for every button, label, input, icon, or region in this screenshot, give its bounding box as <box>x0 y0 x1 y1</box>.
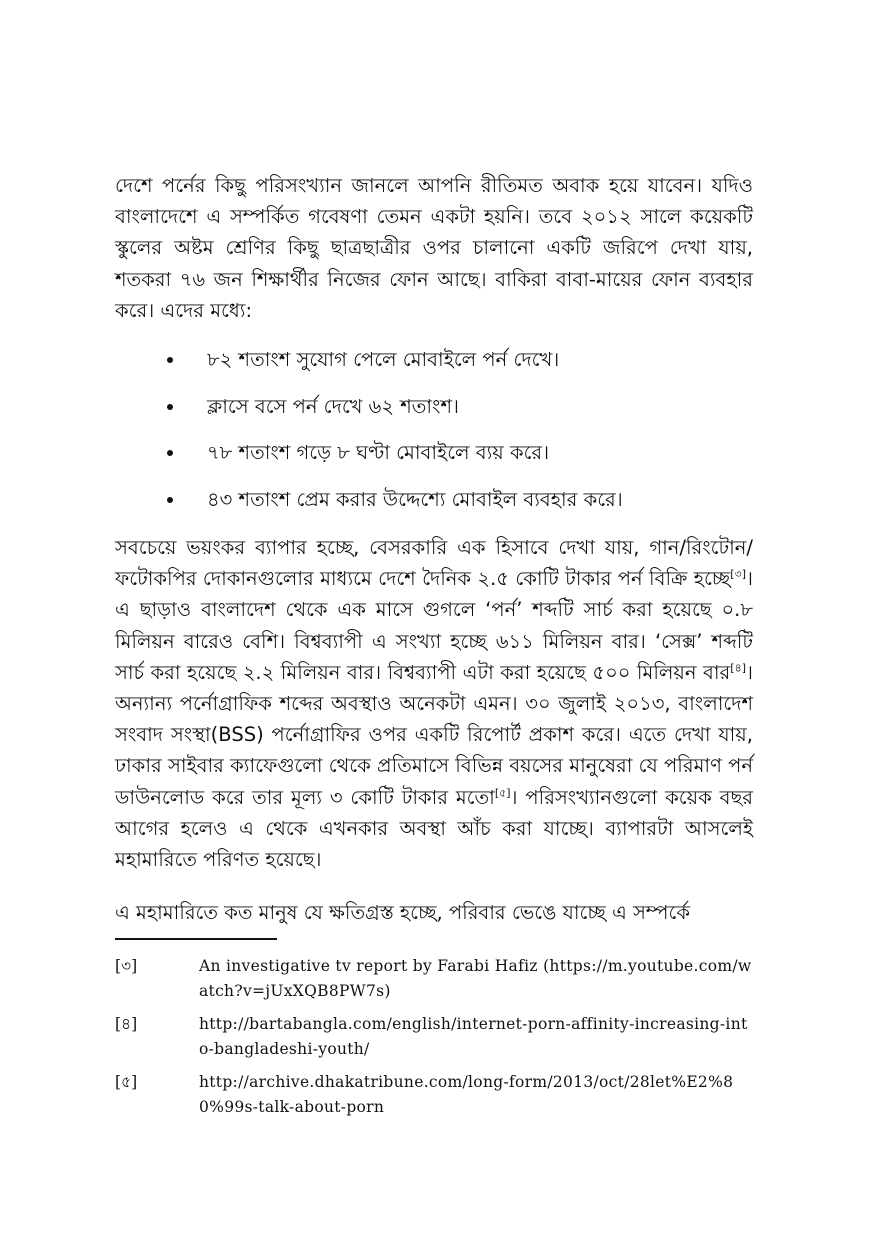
footnote-item <box>115 1012 753 1062</box>
bullet-icon <box>167 404 173 410</box>
list-item-text: ৮২ শতাংশ সুযোগ পেলে মোবাইলে পর্ন দেখে। <box>207 348 560 372</box>
bullet-icon <box>167 357 173 363</box>
footnote-link[interactable]: http://bartabangla.com/english/internet-porn-affinity-increasing-into-bangladeshi-youth/ <box>199 1015 748 1059</box>
paragraph-text: । অন্যান্য পর্নোগ্রাফিক শব্দের অবস্থাও অনেকটা এমন। ৩০ জুলাই ২০১৩, বাংলাদেশ সংবাদ সংস্থা(BSS) পর্নোগ্রাফির ওপর একটি রিপোর্ট প্রকাশ করে। এতে দেখা যায়, ঢাকার সাইবার ক্যাফেগুলো থেকে প্রতিমাসে বিভিন্ন বয়সের মানুষেরা যে পরিমাণ পর্ন ডাউনলোড করে তার মূল্য ৩ কোটি টাকার মতো <box>115 660 753 809</box>
footnote-link[interactable]: http://archive.dhakatribune.com/long-form/2013/oct/28let%E2%80%99s-talk-about-porn <box>199 1073 734 1117</box>
list-item-text: ৭৮ শতাংশ গড়ে ৮ ঘণ্টা মোবাইলে ব্যয় করে। <box>207 441 550 465</box>
footnote-reference[interactable]: [৪] <box>730 661 747 675</box>
paragraph-text: সবচেয়ে ভয়ংকর ব্যাপার হচ্ছে, বেসরকারি এক হিসাবে দেখা যায়, গান/রিংটোন/ফটোকপির দোকানগুলোর মাধ্যমে দেশে দৈনিক ২.৫ কোটি টাকার পর্ন বিক্রি হচ্ছে <box>115 536 753 591</box>
bullet-icon <box>167 450 173 456</box>
intro-paragraph: দেশে পর্নের কিছু পরিসংখ্যান জানলে আপনি রীতিমত অবাক হয়ে যাবেন। যদিও বাংলাদেশে এ সম্পর্কিত গবেষণা তেমন একটা হয়নি। তবে ২০১২ সালে কয়েকটি স্কুলের অষ্টম শ্রেণির কিছু ছাত্রছাত্রীর ওপর চালানো একটি জরিপে দেখা যায়, শতকরা ৭৬ জন শিক্ষার্থীর নিজের ফোন আছে। বাকিরা বাবা-মায়ের ফোন ব্যবহার করে। এদের মধ্যে: <box>115 174 753 322</box>
bullet-icon <box>167 497 173 503</box>
footnote-text: An investigative tv report by Farabi Hafiz (https://m.youtube.com/watch?v=jUxXQB8PW7s) <box>199 957 752 1001</box>
footnote-number: [৫] <box>115 1073 138 1092</box>
list-item <box>115 439 753 467</box>
paragraph-text: । এ ছাড়াও বাংলাদেশ থেকে এক মাসে গুগলে ‘পর্ন’ শব্দটি সার্চ করা হয়েছে ০.৮ মিলিয়ন বারেও বেশি। বিশ্বব্যাপী এ সংখ্যা হচ্ছে ৬১১ মিলিয়ন বার। ‘সেক্স’ শব্দটি সার্চ করা হয়েছে ২.২ মিলিয়ন বার। বিশ্বব্যাপী এটা করা হয়েছে ৫০০ মিলিয়ন বার <box>115 567 753 684</box>
list-item-text: ৪৩ শতাংশ প্রেম করার উদ্দেশ্যে মোবাইল ব্যবহার করে। <box>207 487 623 511</box>
list-item-text: ক্লাসে বসে পর্ন দেখে ৬২ শতাংশ। <box>207 394 459 418</box>
footnotes <box>115 954 753 1120</box>
paragraph-text: । পরিসংখ্যানগুলো কয়েক বছর আগের হলেও এ থেকে এখনকার অবস্থা আঁচ করা যাচ্ছে। ব্যাপারটা আসলেই মহামারিতে পরিণত হয়েছে। <box>115 785 753 872</box>
statistics-list <box>115 346 753 514</box>
page-content <box>115 170 753 1128</box>
list-item <box>115 486 753 514</box>
footnote-number: [৩] <box>115 957 138 976</box>
footnote-reference[interactable]: [৩] <box>730 567 747 581</box>
footnote-divider <box>115 938 277 940</box>
footnote-item <box>115 1070 753 1120</box>
statistics-paragraph <box>115 532 753 875</box>
list-item <box>115 393 753 421</box>
footnote-item <box>115 954 753 1004</box>
list-item <box>115 346 753 374</box>
footnote-number: [৪] <box>115 1015 138 1034</box>
footnote-reference[interactable]: [৫] <box>494 786 511 800</box>
continuation-paragraph: এ মহামারিতে কত মানুষ যে ক্ষতিগ্রস্ত হচ্ছে, পরিবার ভেঙে যাচ্ছে এ সম্পর্কে <box>115 901 690 925</box>
